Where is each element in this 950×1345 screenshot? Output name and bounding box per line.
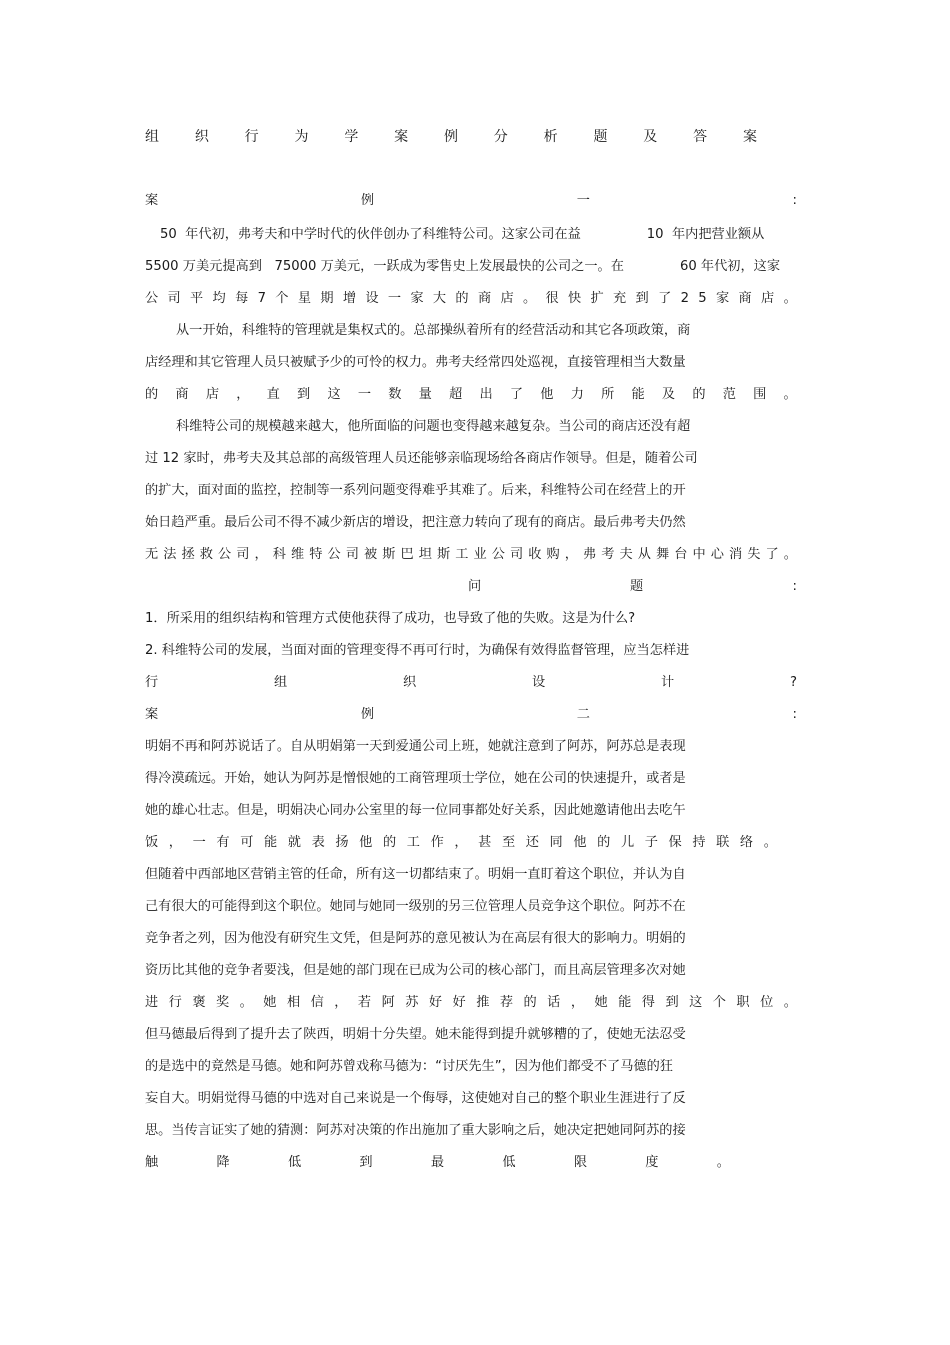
text-segment: 大 bbox=[432, 291, 447, 306]
text-segment: ， bbox=[168, 835, 182, 850]
text-segment: 。 bbox=[239, 995, 253, 1010]
text-segment: 同 bbox=[549, 835, 563, 850]
text-segment: 。 bbox=[783, 387, 797, 402]
text-segment: 司 bbox=[167, 291, 181, 306]
text-segment: 络 bbox=[739, 835, 754, 850]
text-segment: 奖 bbox=[215, 995, 230, 1010]
text-segment: 案 bbox=[145, 707, 159, 722]
text-segment: 从 bbox=[637, 547, 651, 562]
text-segment: 例 bbox=[360, 193, 375, 208]
case2-line-12: 妄自大。明娟觉得马德的中选对自己来说是一个侮辱，这使她对自己的整个职业生涯进行了反 bbox=[145, 1091, 686, 1106]
text-segment: 度 bbox=[645, 1155, 659, 1170]
text-segment: 设 bbox=[532, 675, 546, 690]
text-segment: 到 bbox=[635, 291, 649, 306]
text-segment: 商 bbox=[175, 387, 189, 402]
case2-line-3: 她的雄心壮志。但是，明娟决心同办公室里的每一位同事都处好关系，因此她邀请他出去吃午 bbox=[145, 803, 686, 818]
text-segment: 持 bbox=[692, 835, 706, 850]
text-segment: 收 bbox=[528, 547, 542, 562]
case1-line-2: 5500 万美元提高到 75000 万美元，一跃成为零售史上发展最快的公司之一。在 60 年代初，这家 bbox=[145, 259, 781, 274]
text-segment: 相 bbox=[286, 995, 301, 1010]
text-segment: 失 bbox=[747, 547, 761, 562]
text-segment: 苏 bbox=[405, 995, 419, 1010]
text-segment: 斯 bbox=[437, 547, 451, 562]
text-segment: 推 bbox=[476, 995, 490, 1010]
text-segment: 为 bbox=[294, 129, 309, 145]
text-segment: 分 bbox=[493, 129, 508, 145]
text-segment: 商 bbox=[738, 291, 752, 306]
text-segment: 。 bbox=[522, 291, 537, 306]
case2-line-11: 的是选中的竟然是马德。她和阿苏曾戏称马德为：“讨厌先生”，因为他们都受不了马德的狂 bbox=[145, 1059, 673, 1074]
text-segment: 进 bbox=[145, 995, 159, 1010]
text-segment: 充 bbox=[613, 291, 627, 306]
text-segment: 及 bbox=[643, 129, 658, 145]
text-segment: 。 bbox=[783, 291, 797, 306]
text-segment: 工 bbox=[455, 547, 469, 562]
text-segment: 的 bbox=[145, 387, 159, 402]
text-segment: 行 bbox=[145, 675, 159, 690]
text-segment: 扬 bbox=[335, 835, 349, 850]
text-segment: 舞 bbox=[656, 547, 670, 562]
text-segment: 超 bbox=[449, 387, 463, 402]
case1-p3-line-5 bbox=[145, 546, 797, 564]
text-segment: 公 bbox=[327, 547, 341, 562]
text-segment: 商 bbox=[477, 291, 492, 306]
text-segment: 一 bbox=[576, 193, 590, 208]
case1-p3-line-1: 科维特公司的规模越来越大，他所面临的问题也变得越来越复杂。当公司的商店还没有超 bbox=[176, 419, 691, 434]
text-segment: 一 bbox=[387, 291, 402, 306]
case2-line-1: 明娟不再和阿苏说话了。自从明娟第一天到爱通公司上班，她就注意到了阿苏，阿苏总是表现 bbox=[145, 739, 686, 754]
case1-line-1: 50 年代初，弗考夫和中学时代的伙伴创办了科维特公司。这家公司在益 10 年内把营业额从 bbox=[160, 227, 765, 242]
text-segment: : bbox=[792, 707, 797, 722]
text-segment: 购 bbox=[546, 547, 560, 562]
text-segment: 若 bbox=[357, 995, 372, 1010]
text-segment: 至 bbox=[501, 835, 516, 850]
text-segment: 家 bbox=[716, 291, 730, 306]
text-segment: 被 bbox=[364, 547, 378, 562]
text-segment: 能 bbox=[631, 387, 645, 402]
text-segment: 二 bbox=[576, 707, 590, 722]
text-segment: 夫 bbox=[619, 547, 633, 562]
text-segment: 例 bbox=[443, 129, 458, 145]
text-segment: 到 bbox=[297, 387, 311, 402]
text-segment: 的 bbox=[523, 995, 537, 1010]
text-segment: 这 bbox=[689, 995, 703, 1010]
text-segment: 巴 bbox=[400, 547, 414, 562]
text-segment: 到 bbox=[359, 1155, 373, 1170]
question-2: 2. 科维特公司的发展，当面对面的管理变得不再可行时，为确保有效得监督管理，应当怎样进 bbox=[145, 643, 690, 658]
text-segment: 公 bbox=[218, 547, 232, 562]
text-segment: 及 bbox=[661, 387, 676, 402]
text-segment: 救 bbox=[199, 547, 213, 562]
text-segment: 褒 bbox=[192, 995, 206, 1010]
question-1: 1．所采用的组织结构和管理方式使他获得了成功，也导致了他的失败。这是为什么? bbox=[145, 611, 636, 626]
case2-line-2: 得冷漠疏远。开始，她认为阿苏是憎恨她的工商管理项士学位，她在公司的快速提升，或者是 bbox=[145, 771, 686, 786]
text-segment: 降 bbox=[216, 1155, 230, 1170]
text-segment: 快 bbox=[568, 291, 582, 306]
text-segment: 的 bbox=[382, 835, 397, 850]
text-segment: 很 bbox=[545, 291, 559, 306]
text-segment: 低 bbox=[287, 1155, 302, 1170]
text-segment: ， bbox=[564, 547, 578, 562]
text-segment: 有 bbox=[216, 835, 230, 850]
text-segment: 甚 bbox=[478, 835, 492, 850]
text-segment: 所 bbox=[601, 387, 615, 402]
text-segment: 例 bbox=[360, 707, 375, 722]
case1-p3-line-2: 过 12 家时，弗考夫及其总部的高级管理人员还能够亲临现场给各商店作领导。但是，随着公司 bbox=[145, 451, 698, 466]
text-segment: 拯 bbox=[181, 547, 195, 562]
text-segment: 2 bbox=[680, 291, 689, 306]
case2-line-6: 己有很大的可能得到这个职位。她同与她同一级别的另三位管理人员竞争这个职位。阿苏不在 bbox=[145, 899, 686, 914]
document-title bbox=[145, 128, 757, 146]
case2-line-13: 思。当传言证实了她的猜测：阿苏对决策的作出施加了重大影响之后，她决定把她同阿苏的接 bbox=[145, 1123, 686, 1138]
text-segment: 她 bbox=[263, 995, 277, 1010]
text-segment: 工 bbox=[406, 835, 420, 850]
text-segment: 台 bbox=[674, 547, 688, 562]
text-segment: 星 bbox=[297, 291, 311, 306]
text-segment: 店 bbox=[761, 291, 775, 306]
text-segment: 增 bbox=[342, 291, 357, 306]
case2-header bbox=[145, 706, 797, 724]
text-segment: 饭 bbox=[145, 835, 159, 850]
text-segment: 一 bbox=[357, 387, 372, 402]
text-segment: 他 bbox=[359, 835, 373, 850]
text-segment: ， bbox=[334, 995, 348, 1010]
text-segment: 案 bbox=[394, 129, 409, 145]
text-segment: 好 bbox=[428, 995, 443, 1010]
text-segment: 他 bbox=[540, 387, 554, 402]
text-segment: 个 bbox=[712, 995, 726, 1010]
case1-header bbox=[145, 192, 797, 210]
text-segment: 7 bbox=[257, 291, 266, 306]
text-segment: 她 bbox=[594, 995, 608, 1010]
text-segment: 力 bbox=[570, 387, 584, 402]
text-segment: 了 bbox=[658, 291, 672, 306]
text-segment: 联 bbox=[716, 835, 730, 850]
text-segment: 弗 bbox=[583, 547, 597, 562]
text-segment: 子 bbox=[644, 835, 658, 850]
text-segment: 法 bbox=[163, 547, 177, 562]
text-segment: 业 bbox=[473, 547, 487, 562]
text-segment: 最 bbox=[430, 1155, 445, 1170]
text-segment: 就 bbox=[287, 835, 301, 850]
text-segment: 。 bbox=[763, 835, 777, 850]
text-segment: 。 bbox=[716, 1155, 730, 1170]
text-segment: 。 bbox=[783, 995, 797, 1010]
question-2-tail bbox=[145, 674, 797, 692]
case1-p2-line-2: 店经理和其它管理人员只被赋予少的可怜的权力。弗考夫经常四处巡视，直接管理相当大数量 bbox=[145, 355, 686, 370]
case2-line-9 bbox=[145, 994, 797, 1012]
text-segment: 维 bbox=[291, 547, 305, 562]
text-segment: 无 bbox=[145, 547, 159, 562]
text-segment: 范 bbox=[722, 387, 736, 402]
text-segment: ， bbox=[254, 547, 268, 562]
text-segment: 织 bbox=[194, 129, 209, 145]
text-segment: 荐 bbox=[499, 995, 514, 1010]
text-segment: 作 bbox=[430, 835, 444, 850]
text-segment: 公 bbox=[491, 547, 505, 562]
case2-line-5: 但随着中西部地区营销主管的任命，所有这一切都结束了。明娟一直盯着这个职位，并认为自 bbox=[145, 867, 686, 882]
text-segment: ， bbox=[570, 995, 584, 1010]
text-segment: 了 bbox=[509, 387, 524, 402]
text-segment: 阿 bbox=[381, 995, 395, 1010]
text-segment: 触 bbox=[145, 1155, 159, 1170]
case2-line-8: 资历比其他的竞争者要浅，但是她的部门现在已成为公司的核心部门，而且高层管理多次对她 bbox=[145, 963, 686, 978]
text-segment: 职 bbox=[736, 995, 750, 1010]
text-segment: 司 bbox=[236, 547, 250, 562]
text-segment: 话 bbox=[547, 995, 561, 1010]
text-segment: ， bbox=[236, 387, 250, 402]
text-segment: 司 bbox=[510, 547, 524, 562]
text-segment: 限 bbox=[573, 1155, 587, 1170]
case2-line-10: 但马德最后得到了提升去了陕西，明娟十分失望。她未能得到提升就够糟的了，使她无法忍受 bbox=[145, 1027, 686, 1042]
text-segment: 坦 bbox=[418, 547, 432, 562]
text-segment: 围 bbox=[753, 387, 767, 402]
text-segment: 。 bbox=[783, 547, 797, 562]
text-segment: 得 bbox=[641, 995, 655, 1010]
case1-line-3 bbox=[145, 290, 797, 308]
text-segment: 科 bbox=[272, 547, 286, 562]
text-segment: 5 bbox=[698, 291, 707, 306]
text-segment: 均 bbox=[212, 291, 226, 306]
text-segment: 他 bbox=[573, 835, 587, 850]
text-segment: 计 bbox=[661, 675, 675, 690]
case2-line-7: 竞争者之列，因为他没有研究生文凭，但是阿苏的意见被认为在高层有很大的影响力。明娟的 bbox=[145, 931, 686, 946]
text-segment: 可 bbox=[240, 835, 254, 850]
text-segment: 的 bbox=[597, 835, 611, 850]
text-segment: 心 bbox=[710, 547, 724, 562]
text-segment: 组 bbox=[145, 129, 159, 145]
text-segment: 直 bbox=[266, 387, 280, 402]
text-segment: 家 bbox=[410, 291, 424, 306]
text-segment: 保 bbox=[668, 835, 682, 850]
case1-p2-line-3 bbox=[145, 386, 797, 404]
case2-line-14 bbox=[145, 1154, 730, 1172]
text-segment: 好 bbox=[452, 995, 466, 1010]
text-segment: 司 bbox=[345, 547, 359, 562]
text-segment: 店 bbox=[500, 291, 514, 306]
text-segment: 出 bbox=[479, 387, 493, 402]
text-segment: 织 bbox=[403, 675, 417, 690]
text-segment: 组 bbox=[274, 675, 288, 690]
text-segment: 期 bbox=[320, 291, 334, 306]
text-segment: 考 bbox=[601, 547, 615, 562]
text-segment: 店 bbox=[205, 387, 219, 402]
text-segment: 行 bbox=[244, 129, 259, 145]
text-segment: 题 bbox=[593, 129, 608, 145]
text-segment: 能 bbox=[263, 835, 278, 850]
text-segment: 公 bbox=[145, 291, 159, 306]
text-segment: 每 bbox=[235, 291, 249, 306]
case1-p3-line-3: 的扩大，面对面的监控，控制等一系列问题变得难乎其难了。后来，科维特公司在经营上的开 bbox=[145, 483, 686, 498]
text-segment: 学 bbox=[344, 129, 359, 145]
text-segment: 数 bbox=[388, 387, 402, 402]
text-segment: ? bbox=[790, 675, 797, 690]
text-segment: : bbox=[792, 193, 797, 208]
text-segment: 扩 bbox=[590, 291, 604, 306]
case1-p3-line-4: 始日趋严重。最后公司不得不减少新店的增设，把注意力转向了现有的商店。最后弗考夫仍然 bbox=[145, 515, 686, 530]
document-page: 组 织 行 为 学 案 例 分 析 题 及 答 案 案 例 一 : 50 年代初，弗考夫和中学时代的伙伴创办了科维特公司。这家公司在益 10 年内把营业额从 5500 万美元提高到 75000 万美元，一跃成为零售史上发展最快的公司之一。在 60 年代初，这家 公 司 平 均 每 7 个 星 期 增 设 一 家 大 的 商 店 。 很 快 扩 充 到 了 2 5 家 商 店 。 从一开始，科维特的管理就是集权式的。总部操纵着所有的经营活动和其它各项政策，商 店经理和其它管理人员只被赋予少的可怜的权力。弗考夫经常四处巡视，直接管理相当大数量 的 商 店 ， 直 到 这 一 数 量 超 出 了 他 力 所 能 及 的 范 围 。 科维特公司的规模越来越大，他所面临的问题也变得越来越复杂。当公司的商店还没有超 过 12 家时，弗考夫及其总部的高级管理人员还能够亲临现场给各商店作领导。但是，随着公司 的扩大，面对面的监控，控制等一系列问题变得难乎其难了。后来，科维特公司在经营上的开 始日趋严重。最后公司不得不减少新店的增设，把注意力转向了现有的商店。最后弗考夫仍然 无 法 拯 救 公 司 ， 科 维 特 公 司 被 斯 巴 坦 斯 工 业 公 司 收 购 ， 弗 考 夫 从 舞 台 中 心 消 失 了 。 问 题 : 1．所采用的组织结构和管理方式使他获得了成功，也导致了他的失败。这是为什么? 2. 科维特公司的发展，当面对面的管理变得不再可行时，为确保有效得监督管理，应当怎样进 行 组 织 设 计 ? 案 例 二 : 明娟不再和阿苏说话了。自从明娟第一天到爱通公司上班，她就注意到了阿苏，阿苏总是表现 得冷漠疏远。开始，她认为阿苏是憎恨她的工商管理项士学位，她在公司的快速提升，或者是 她的雄心壮志。但是，明娟决心同办公室里的每一位同事都处好关系，因此她邀请他出去吃午 饭 ， 一 有 可 能 就 表 扬 他 的 工 作 ， 甚 至 还 同 他 的 儿 子 保 持 联 络 。 但随着中西部地区营销主管的任命，所有这一切都结束了。明娟一直盯着这个职位，并认为自 己有很大的可能得到这个职位。她同与她同一级别的另三位管理人员竞争这个职位。阿苏不在 竞争者之列，因为他没有研究生文凭，但是阿苏的意见被认为在高层有很大的影响力。明娟的 资历比其他的竞争者要浅，但是她的部门现在已成为公司的核心部门，而且高层管理多次对她 进 行 褒 奖 。 她 相 信 ， 若 阿 苏 好 好 推 荐 的 话 ， 她 能 得 到 这 个 职 位 。 但马德最后得到了提升去了陕西，明娟十分失望。她未能得到提升就够糟的了，使她无法忍受 的是选中的竟然是马德。她和阿苏曾戏称马德为：“讨厌先生”，因为他们都受不了马德的狂 妄自大。明娟觉得马德的中选对自己来说是一个侮辱，这使她对自己的整个职业生涯进行了反 思。当传言证实了她的猜测：阿苏对决策的作出施加了重大影响之后，她决定把她同阿苏的接 触 降 低 到 最 低 限 度 。 bbox=[145, 129, 797, 1170]
text-segment: 案 bbox=[742, 129, 757, 145]
text-segment: 消 bbox=[729, 547, 743, 562]
text-segment: 位 bbox=[760, 995, 774, 1010]
text-segment: 的 bbox=[455, 291, 469, 306]
text-segment: 信 bbox=[310, 995, 324, 1010]
text-segment: 儿 bbox=[620, 835, 635, 850]
text-segment: 的 bbox=[692, 387, 706, 402]
text-segment: 低 bbox=[502, 1155, 516, 1170]
text-segment: 平 bbox=[190, 291, 204, 306]
text-segment: 到 bbox=[665, 995, 679, 1010]
text-segment: 设 bbox=[365, 291, 379, 306]
text-segment: 答 bbox=[693, 129, 708, 145]
text-segment: ， bbox=[454, 835, 468, 850]
text-segment: 量 bbox=[418, 387, 432, 402]
text-segment: 中 bbox=[692, 547, 706, 562]
text-segment: 行 bbox=[168, 995, 182, 1010]
text-segment: 能 bbox=[618, 995, 632, 1010]
text-segment: 析 bbox=[543, 129, 558, 145]
text-segment: 个 bbox=[275, 291, 289, 306]
text-segment: 斯 bbox=[382, 547, 396, 562]
text-segment: 表 bbox=[311, 835, 325, 850]
text-segment: 特 bbox=[309, 547, 323, 562]
text-segment: 这 bbox=[327, 387, 341, 402]
text-segment: 一 bbox=[192, 835, 206, 850]
case2-line-4 bbox=[145, 834, 777, 852]
text-segment: 还 bbox=[525, 835, 539, 850]
text-segment: 案 bbox=[145, 193, 159, 208]
case1-p2-line-1: 从一开始，科维特的管理就是集权式的。总部操纵着所有的经营活动和其它各项政策，商 bbox=[176, 323, 691, 338]
text-segment: 了 bbox=[765, 547, 779, 562]
